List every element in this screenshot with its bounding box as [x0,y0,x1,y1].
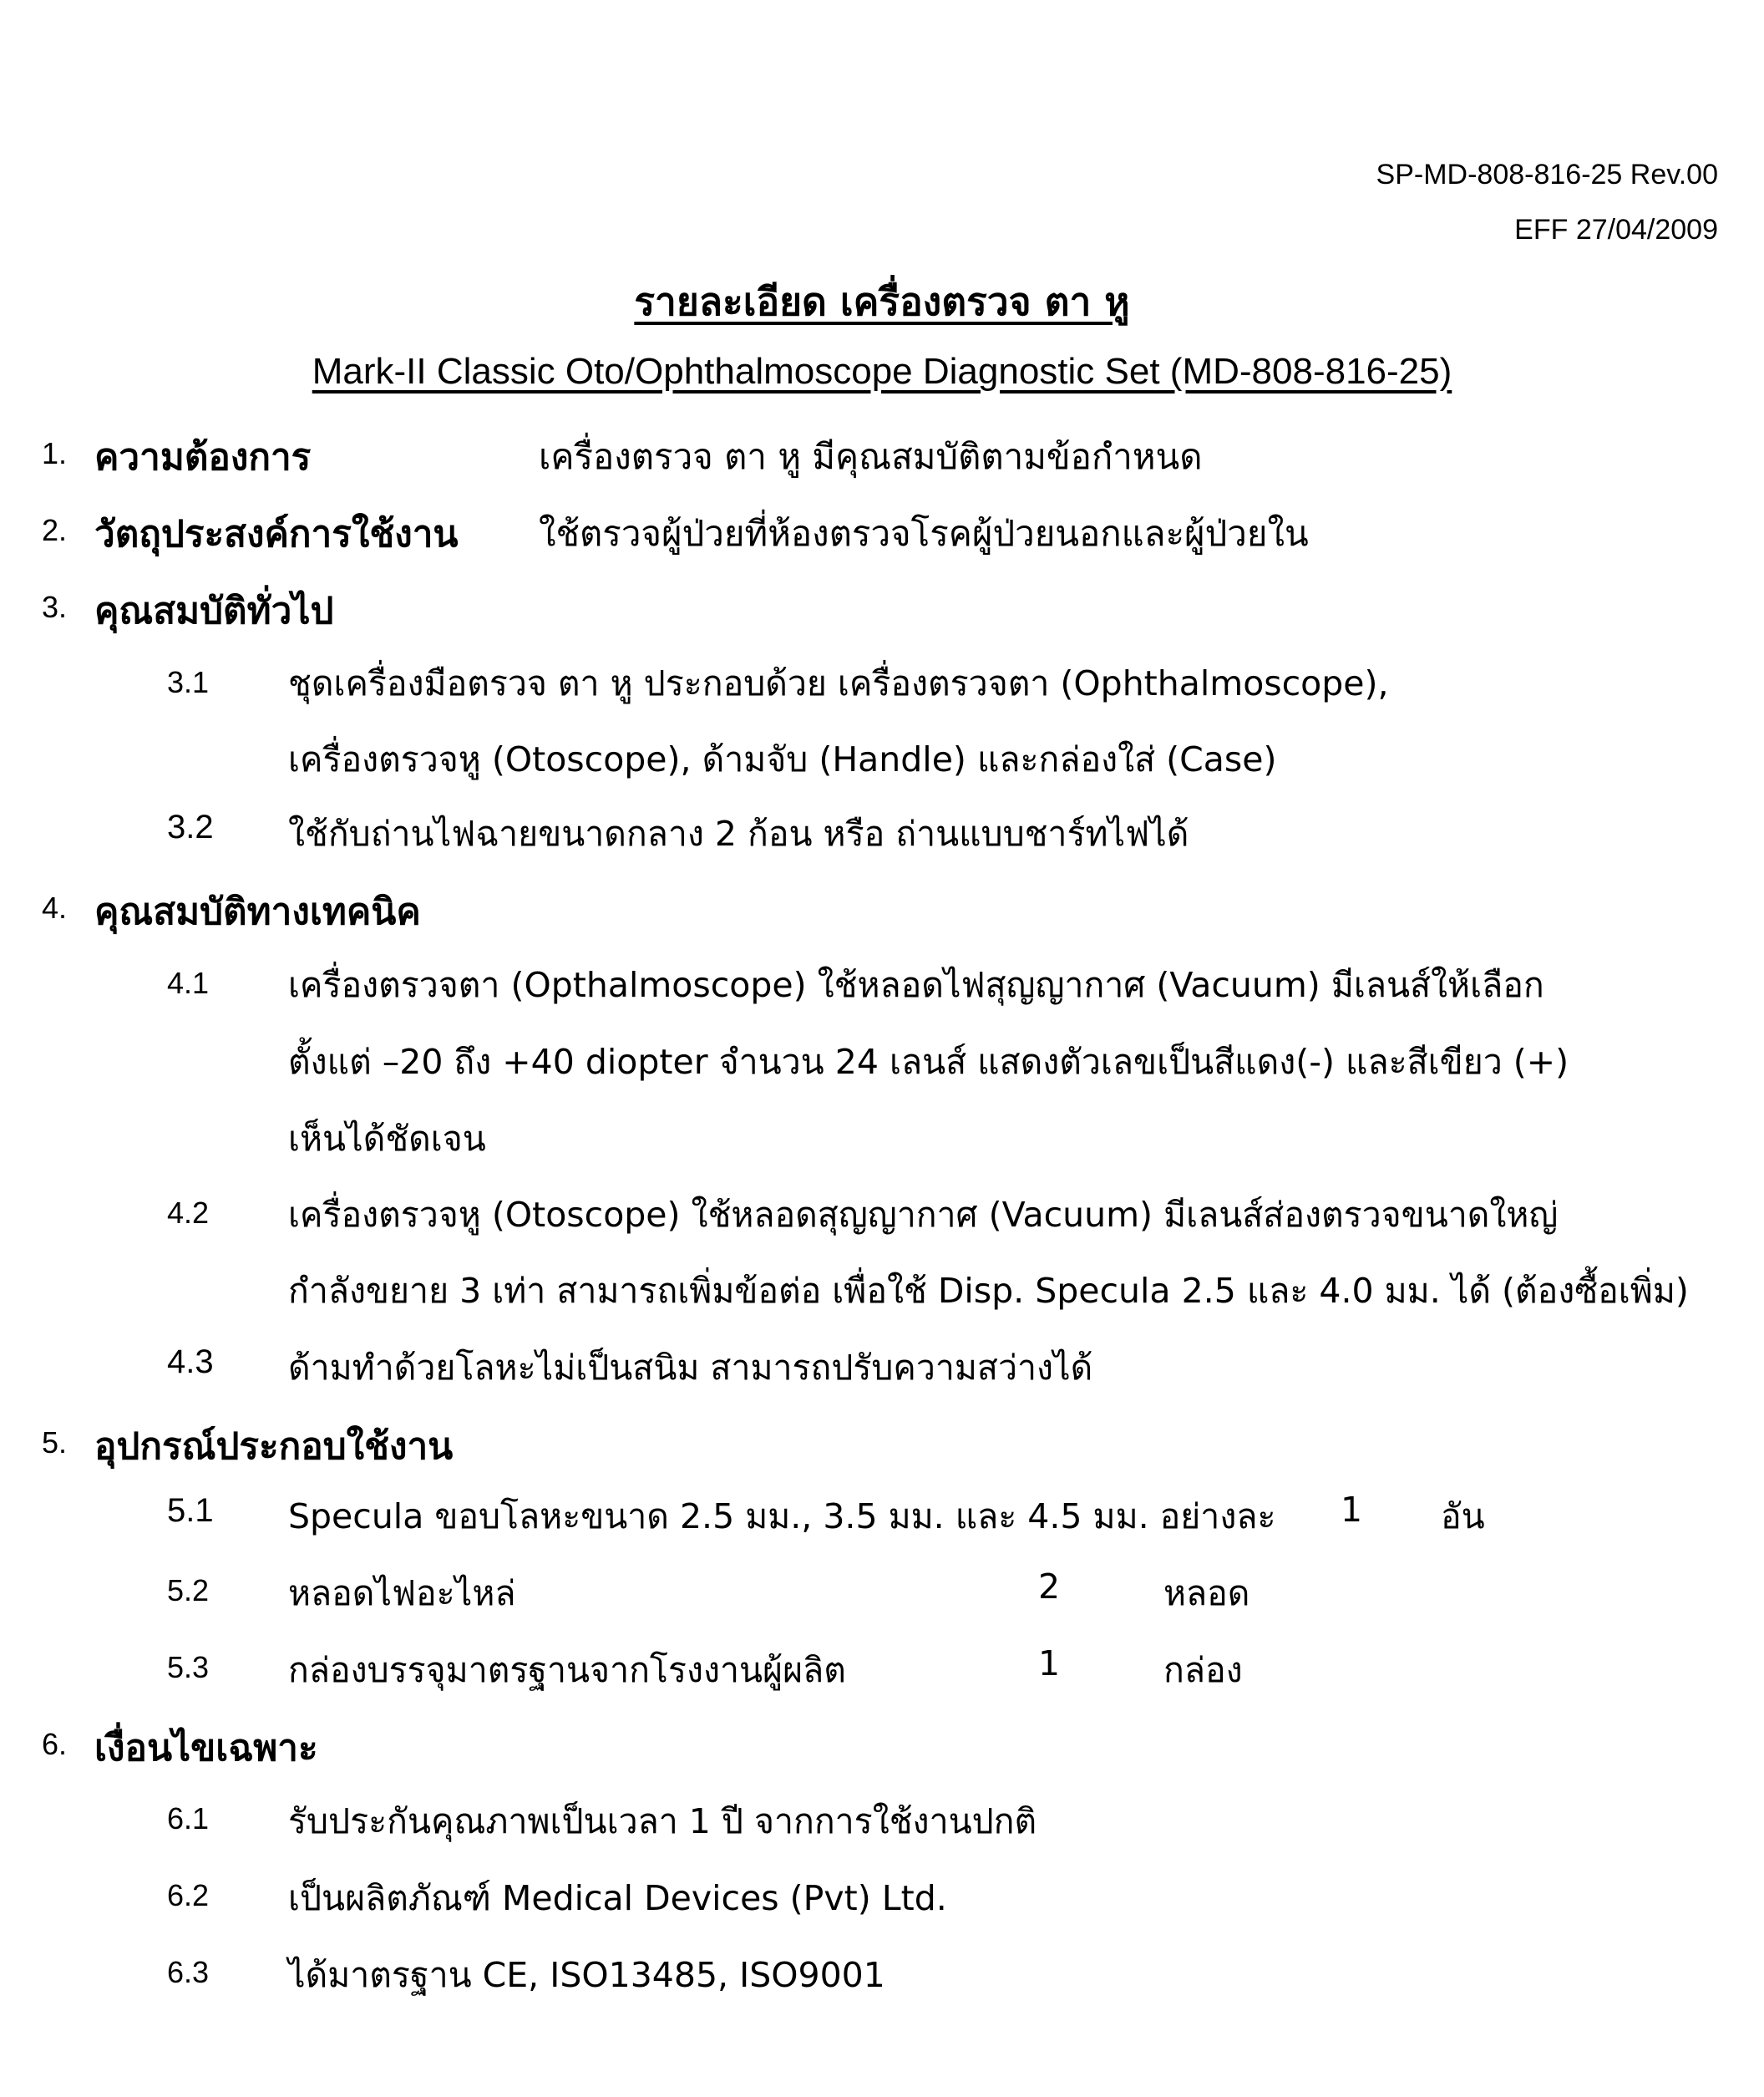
item-line: รับประกันคุณภาพเป็นเวลา 1 ปี จากการใช้งานปกติ [288,1801,1037,1841]
item-number: 4.1 [167,966,210,1000]
item-line: เครื่องตรวจหู (Otoscope), ด้ามจับ (Handle) และกล่องใส่ (Case) [288,739,1277,779]
section-number: 4. [42,891,68,925]
item-number: 3.2 [167,809,214,845]
item-line: ใช้กับถ่านไฟฉายขนาดกลาง 2 ก้อน หรือ ถ่านแบบชาร์ทไฟได้ [288,814,1189,854]
section-number: 3. [42,590,68,624]
item-text: หลอดไฟอะไหล่ [288,1573,516,1613]
item-number: 4.2 [167,1196,210,1230]
item-line: ชุดเครื่องมือตรวจ ตา หู ประกอบด้วย เครื่องตรวจตา (Ophthalmoscope), [288,663,1389,703]
item-line: ได้มาตรฐาน CE, ISO13485, ISO9001 [288,1955,885,1995]
item-unit: หลอด [1163,1573,1250,1613]
item-number: 5.2 [167,1573,210,1607]
item-line: เครื่องตรวจหู (Otoscope) ใช้หลอดสุญญากาศ (Vacuum) มีเลนส์ส่องตรวจขนาดใหญ่ [288,1195,1559,1235]
item-line: ตั้งแต่ –20 ถึง +40 diopter จำนวน 24 เลนส์ แสดงตัวเลขเป็นสีแดง(-) และสีเขียว (+) [288,1042,1569,1082]
item-number: 5.1 [167,1492,214,1529]
item-number: 6.1 [167,1801,210,1836]
section-title: วัตถุประสงค์การใช้งาน [94,513,459,556]
item-text: Specula ขอบโลหะขนาด 2.5 มม., 3.5 มม. และ 4.5 มม. อย่างละ [288,1496,1276,1536]
item-number: 5.3 [167,1650,210,1684]
item-number: 4.3 [167,1343,214,1380]
item-unit: กล่อง [1163,1650,1243,1690]
item-quantity: 1 [1341,1490,1363,1530]
item-quantity: 1 [1038,1643,1061,1683]
effective-date: EFF 27/04/2009 [1514,214,1718,246]
section-title: คุณสมบัติทั่วไป [94,590,334,632]
section-number: 5. [42,1425,68,1460]
item-number: 6.2 [167,1878,210,1912]
document-code: SP-MD-808-816-25 Rev.00 [1376,159,1718,190]
item-line: เห็นได้ชัดเจน [288,1119,486,1159]
item-number: 3.1 [167,665,210,699]
item-line: เครื่องตรวจตา (Opthalmoscope) ใช้หลอดไฟสุญญากาศ (Vacuum) มีเลนส์ให้เลือก [288,965,1544,1005]
page-title-english: Mark-II Classic Oto/Ophthalmoscope Diagnostic Set (MD-808-816-25) [312,351,1452,392]
section-number: 1. [42,436,68,470]
section-number: 2. [42,513,68,547]
item-line: เป็นผลิตภัณฑ์ Medical Devices (Pvt) Ltd. [288,1878,947,1918]
page-title-thai: รายละเอียด เครื่องตรวจ ตา หู [634,279,1130,324]
item-number: 6.3 [167,1955,210,1989]
section-value: เครื่องตรวจ ตา หู มีคุณสมบัติตามข้อกำหนด [539,436,1203,477]
section-number: 6. [42,1727,68,1761]
item-quantity: 2 [1038,1566,1061,1607]
item-line: ด้ามทำด้วยโลหะไม่เป็นสนิม สามารถปรับความสว่างได้ [288,1348,1093,1388]
item-unit: อัน [1441,1496,1485,1536]
section-value: ใช้ตรวจผู้ป่วยที่ห้องตรวจโรคผู้ป่วยนอกและผู้ป่วยใน [539,513,1309,554]
item-line: กำลังขยาย 3 เท่า สามารถเพิ่มข้อต่อ เพื่อใช้ Disp. Specula 2.5 และ 4.0 มม. ได้ (ต้องซื้อเพิ่ม) [288,1271,1689,1311]
section-title: เงื่อนไขเฉพาะ [94,1727,318,1770]
section-title: อุปกรณ์ประกอบใช้งาน [94,1425,454,1468]
section-title: คุณสมบัติทางเทคนิค [94,891,421,933]
item-text: กล่องบรรจุมาตรฐานจากโรงงานผู้ผลิต [288,1650,846,1690]
section-title: ความต้องการ [94,436,312,479]
